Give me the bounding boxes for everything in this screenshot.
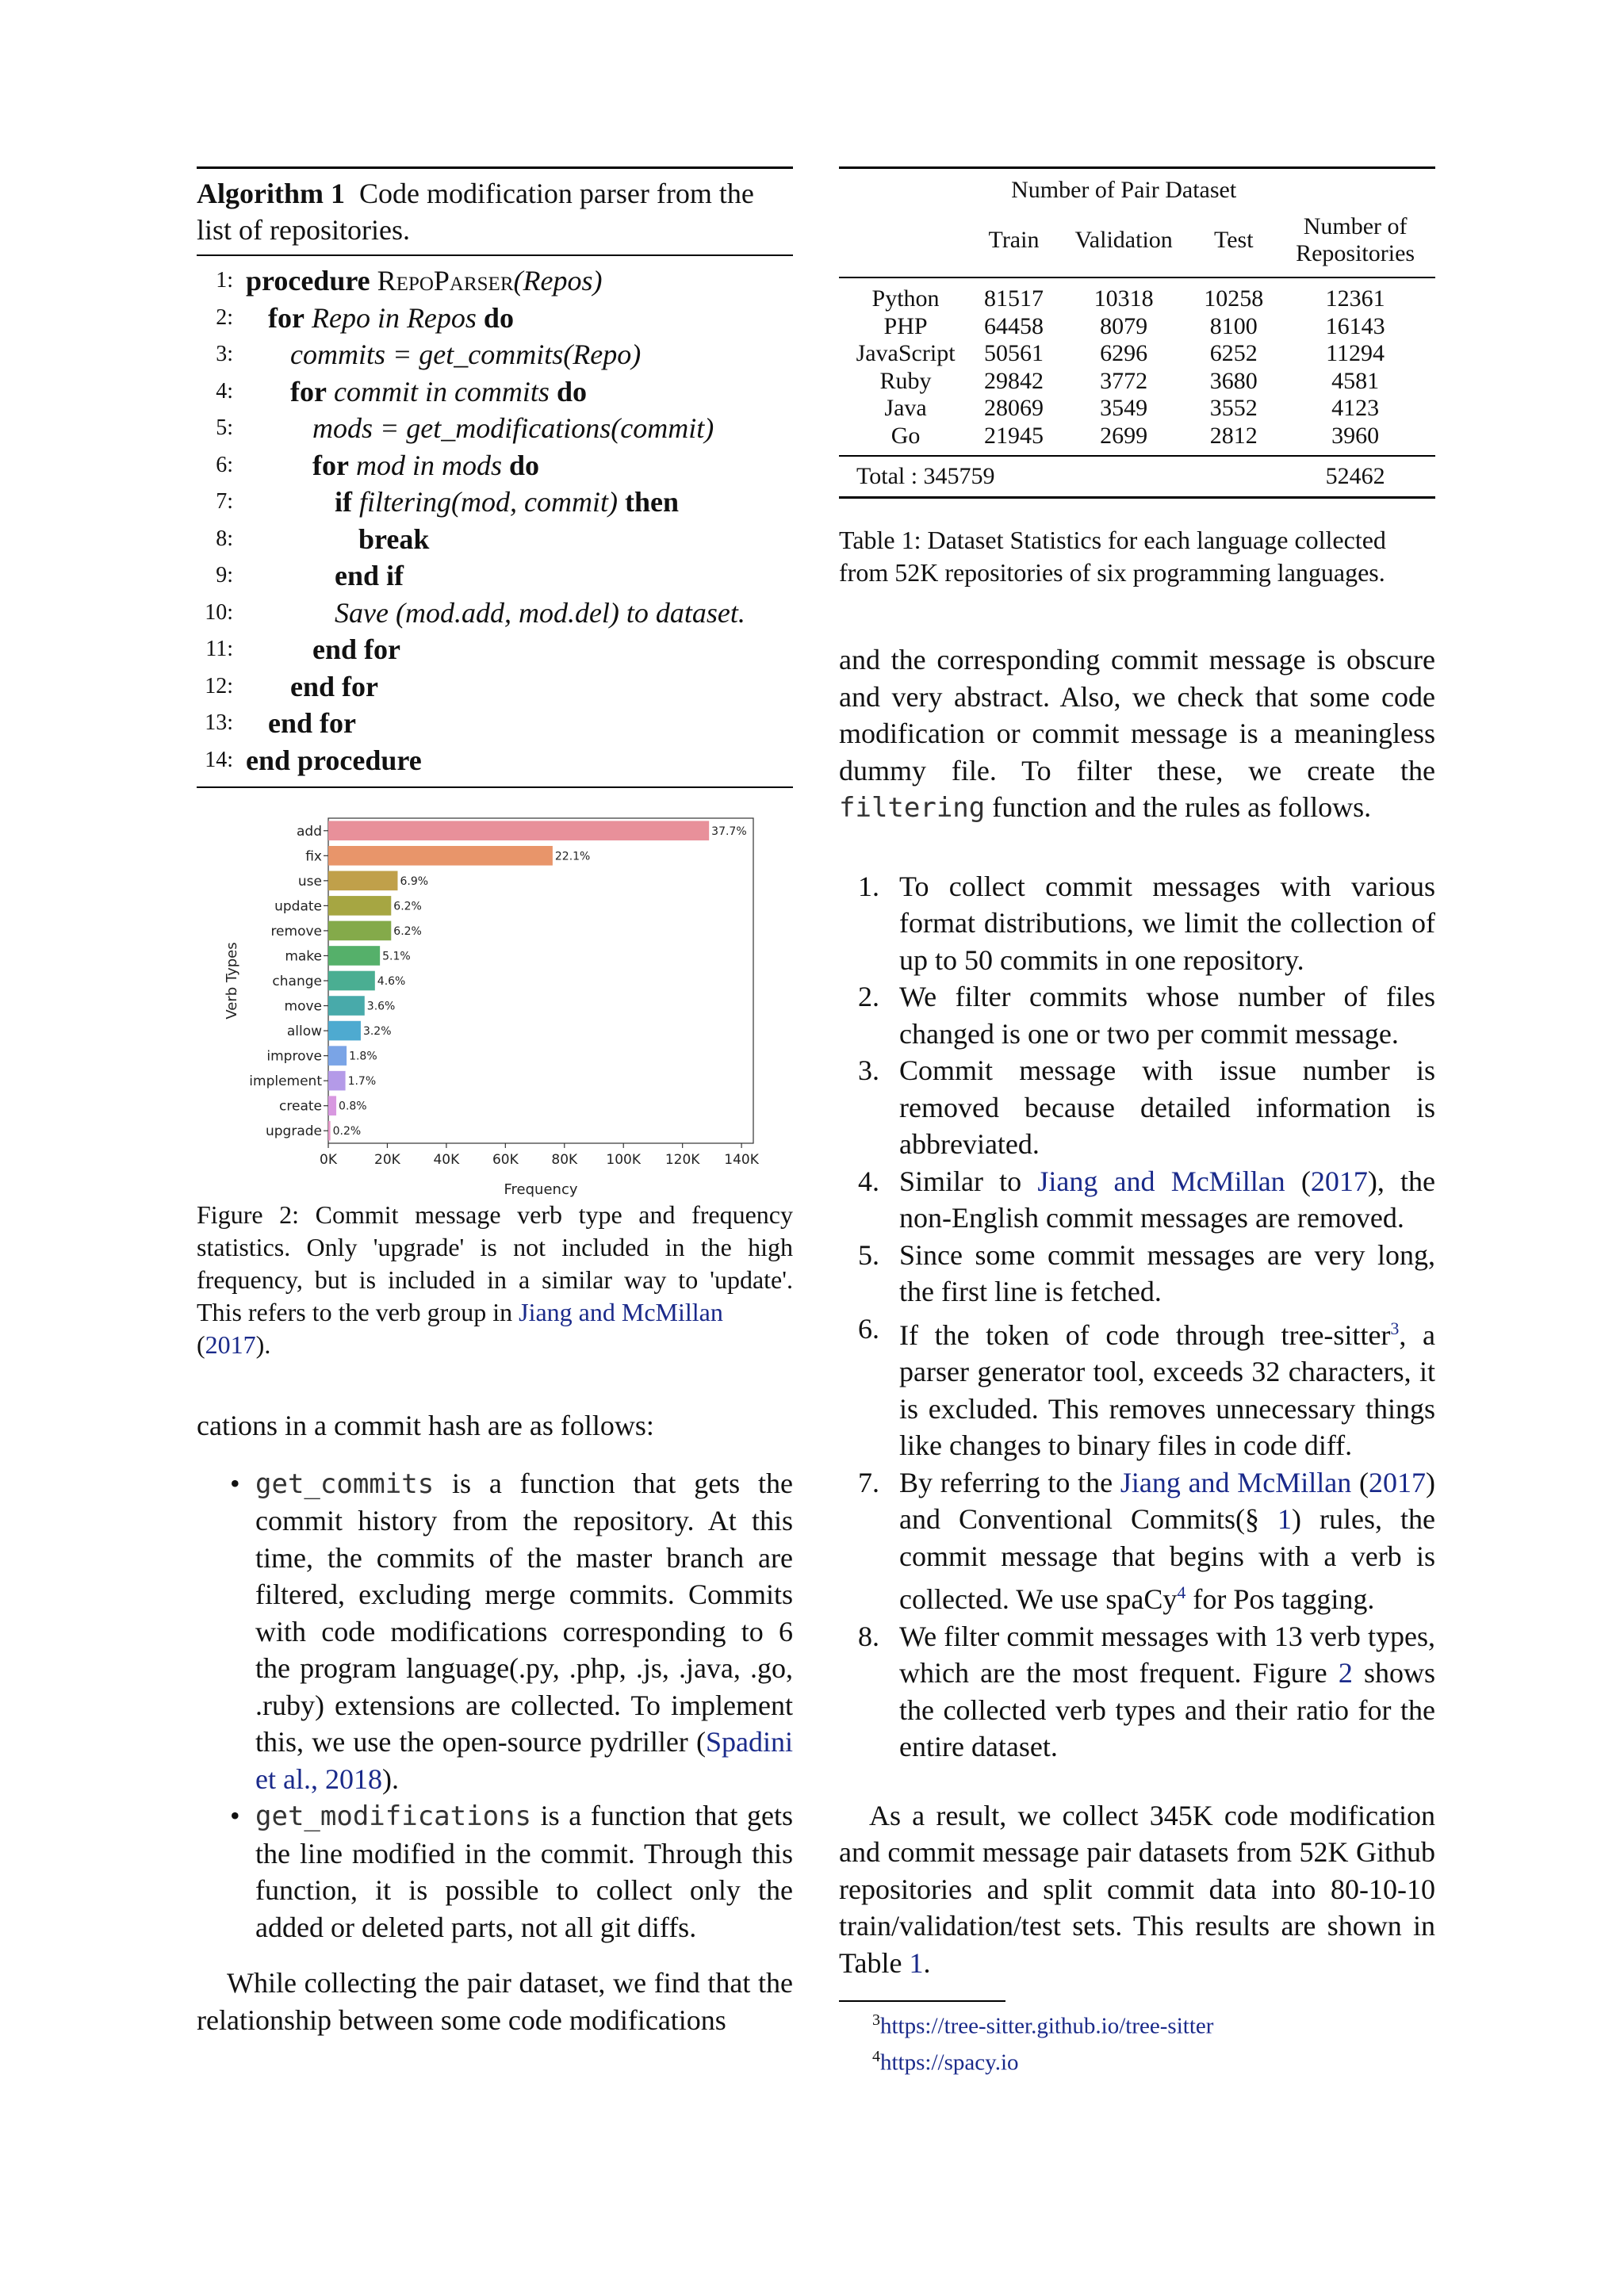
table-cell-lang: Ruby xyxy=(879,367,932,394)
data-label-allow: 3.2% xyxy=(362,1025,392,1039)
rule-item xyxy=(839,1464,1435,1618)
algorithm-line-number: 11: xyxy=(205,637,233,661)
algorithm-line-number: 10: xyxy=(205,599,233,625)
rule-cite-year[interactable]: 2017 xyxy=(1310,1165,1368,1197)
table-cell-repos: 11294 xyxy=(1326,340,1385,366)
figure-caption-year[interactable]: 2017 xyxy=(205,1330,256,1359)
footnote-url[interactable]: https://spacy.io xyxy=(880,2049,1019,2076)
algorithm-line-number: 1: xyxy=(216,268,233,293)
algorithm-keyword: for xyxy=(312,449,349,481)
algorithm-expression: mods = get_modifications(commit) xyxy=(312,412,714,444)
y-tick-label-update: update xyxy=(274,898,322,915)
y-tick-label-improve: improve xyxy=(266,1048,322,1065)
y-axis-label: Verb Types xyxy=(224,942,240,1020)
table-row xyxy=(839,285,1435,313)
footnotes xyxy=(839,2005,1435,2077)
bar-change xyxy=(328,971,375,991)
figure-ref-link[interactable]: 2 xyxy=(1338,1657,1353,1689)
verb-frequency-chart-svg xyxy=(197,810,793,1198)
bar-use xyxy=(328,871,397,891)
algorithm-keyword: end for xyxy=(312,633,400,665)
table-cell-test: 3552 xyxy=(1209,395,1258,421)
data-label-change: 4.6% xyxy=(377,975,406,988)
data-label-move: 3.6% xyxy=(366,1000,396,1013)
algorithm-expression: Save (mod.add, mod.del) to dataset. xyxy=(335,596,745,629)
table-cell-repos: 4581 xyxy=(1331,367,1380,394)
algorithm-keyword: then xyxy=(624,486,679,518)
algorithm-keyword: do xyxy=(483,301,514,334)
algorithm-line-text xyxy=(268,300,514,337)
function-bullet-list xyxy=(197,1465,793,1946)
algorithm-line-text xyxy=(335,484,679,521)
rule-text: Similar to xyxy=(899,1165,1038,1197)
x-tick-label: 80K xyxy=(551,1152,578,1168)
bar-create xyxy=(328,1096,336,1115)
rule-number: 8. xyxy=(858,1620,879,1652)
table-cell-val: 8079 xyxy=(1100,312,1148,339)
algorithm-line-number: 4: xyxy=(216,378,233,404)
code-filtering: filtering xyxy=(839,792,986,824)
figure-caption xyxy=(197,1199,793,1361)
table-total-repos: 52462 xyxy=(1275,456,1435,498)
algorithm-keyword: if xyxy=(335,486,352,518)
algorithm-lines xyxy=(197,262,793,779)
algorithm-keyword: end procedure xyxy=(246,744,422,776)
algorithm-line xyxy=(197,595,793,632)
figure-caption-cite[interactable]: Jiang and McMillan xyxy=(519,1298,723,1326)
footnote xyxy=(839,2042,1435,2078)
table-ref-link[interactable]: 1 xyxy=(909,1946,924,1979)
right-result-paragraph xyxy=(839,1797,1435,1982)
table-total-label: Total : 345759 xyxy=(839,456,1275,498)
algorithm-line xyxy=(197,668,793,706)
x-tick-label: 40K xyxy=(433,1152,460,1168)
algorithm-line-text xyxy=(335,595,745,632)
rule-text: for Pos tagging. xyxy=(1185,1583,1375,1615)
rule-text: , a parser generator tool, exceeds 32 characters, it is excluded. This removes unnecessary things like changes to binary files in code diff. xyxy=(899,1318,1436,1461)
footnote-mark[interactable]: 4 xyxy=(1177,1582,1186,1602)
table-cell-val: 10318 xyxy=(1094,285,1154,312)
bullet-get-commits-text: is a function that gets the commit history from the repository. At this time, the commits of the master branch are filtered, excluding merge commits. Commits with code modifications corresponding to 6 the program language(.py, .php, .js, .java, .go, .ruby) extensions are collected. To implement this, we use the open-source pydriller ( xyxy=(255,1467,793,1758)
algorithm-expression: commits = get_commits(Repo) xyxy=(290,339,642,370)
algorithm-expression: mod in mods xyxy=(355,449,502,481)
algorithm-expression: filtering(mod, commit) xyxy=(359,486,618,518)
bar-allow xyxy=(328,1021,361,1041)
bar-fix xyxy=(328,846,553,866)
bullet-get-modifications xyxy=(197,1797,793,1946)
algorithm-keyword: for xyxy=(290,375,327,408)
data-label-add: 37.7% xyxy=(711,825,747,838)
rule-text: ), the non-English commit messages are removed. xyxy=(899,1165,1435,1234)
rule-item xyxy=(839,1237,1435,1311)
bar-upgrade xyxy=(328,1121,331,1141)
bullet-get-commits-end: ). xyxy=(381,1762,399,1795)
algorithm-line-number: 12: xyxy=(205,673,233,698)
table-cell-repos: 3960 xyxy=(1331,422,1380,449)
data-label-make: 5.1% xyxy=(382,950,411,963)
algorithm-label: Algorithm 1 xyxy=(197,178,345,209)
algorithm-line xyxy=(197,631,793,668)
data-label-improve: 1.8% xyxy=(349,1050,377,1063)
code-get-commits: get_commits xyxy=(255,1468,435,1500)
col-repositories-line1: Number of xyxy=(1303,213,1408,239)
algorithm-args: (Repos) xyxy=(513,265,603,297)
table-cell-train: 21945 xyxy=(984,422,1044,449)
algorithm-line-text xyxy=(312,447,539,484)
right-first-paragraph-b: function and the rules as follows. xyxy=(985,791,1372,823)
bar-implement xyxy=(328,1071,346,1091)
x-tick-label: 0K xyxy=(320,1152,337,1168)
algorithm-line-text xyxy=(335,557,404,595)
algorithm-keyword: procedure xyxy=(246,265,370,297)
table-cell-train: 64458 xyxy=(984,312,1044,339)
rule-text: ( xyxy=(1285,1165,1311,1197)
rule-text: If the token of code through tree-sitter xyxy=(899,1318,1391,1351)
table-row xyxy=(839,368,1435,396)
data-label-use: 6.9% xyxy=(400,874,429,888)
algorithm-line-text xyxy=(268,705,356,742)
bar-move xyxy=(328,996,365,1016)
rule-cite[interactable]: Jiang and McMillan xyxy=(1120,1466,1352,1498)
cite-spadini[interactable]: Spadini et al., 2018 xyxy=(255,1726,793,1795)
algorithm-expression: commit in commits xyxy=(333,375,550,408)
table-cell-test: 2812 xyxy=(1209,422,1258,449)
table-header-row xyxy=(839,204,1435,277)
x-tick-label: 120K xyxy=(665,1152,700,1168)
y-tick-label-upgrade: upgrade xyxy=(265,1123,322,1140)
x-tick-label: 140K xyxy=(724,1152,759,1168)
right-first-paragraph xyxy=(839,641,1435,827)
algorithm-line-text xyxy=(312,631,400,668)
rule-number: 5. xyxy=(858,1238,879,1271)
algorithm-line-number: 8: xyxy=(216,526,233,551)
x-tick-label: 60K xyxy=(492,1152,519,1168)
rule-text: ) rules, the commit message that begins with a verb is collected. We use spaCy xyxy=(899,1503,1435,1615)
footnote-number: 4 xyxy=(872,2047,880,2065)
table-cell-lang: Python xyxy=(871,285,940,312)
algorithm-line xyxy=(197,373,793,411)
x-tick-label: 100K xyxy=(606,1152,642,1168)
rule-item xyxy=(839,1618,1435,1766)
algorithm-line xyxy=(197,557,793,595)
rule-text: We filter commits whose number of files changed is one or two per commit message. xyxy=(899,981,1435,1050)
algorithm-block xyxy=(197,166,793,788)
table-cell-repos: 16143 xyxy=(1325,312,1385,339)
algorithm-keyword: end for xyxy=(268,707,356,739)
algorithm-expression: Repo in Repos xyxy=(311,301,477,334)
y-tick-label-allow: allow xyxy=(286,1024,322,1040)
rule-text: shows the collected verb types and their ratio for the entire dataset. xyxy=(899,1657,1435,1762)
data-label-upgrade: 0.2% xyxy=(332,1125,362,1138)
rule-number: 2. xyxy=(858,981,879,1012)
x-axis-label: Frequency xyxy=(504,1181,578,1198)
algorithm-line-text xyxy=(290,373,587,411)
rule-text: By referring to the xyxy=(899,1466,1120,1498)
table-total-row xyxy=(839,456,1435,498)
algorithm-line xyxy=(197,300,793,337)
footnote xyxy=(839,2005,1435,2042)
rule-number: 3. xyxy=(858,1054,879,1086)
right-result-paragraph-a: As a result, we collect 345K code modification and commit message pair datasets from 52K Github repositories and split commit data into 80-10-10 train/validation/test sets. This results are shown in Table xyxy=(839,1799,1435,1979)
table-cell-lang: JavaScript xyxy=(856,340,956,366)
rule-number: 7. xyxy=(858,1466,879,1498)
algorithm-line xyxy=(197,410,793,447)
rule-text: Since some commit messages are very long, the first line is fetched. xyxy=(899,1238,1435,1307)
table-caption: Table 1: Dataset Statistics for each language collected from 52K repositories of six programming languages. xyxy=(839,526,1386,587)
col-test: Test xyxy=(1192,204,1275,277)
algorithm-line xyxy=(197,742,793,779)
table-group-header: Number of Pair Dataset xyxy=(972,168,1275,205)
x-tick-label: 20K xyxy=(374,1152,400,1168)
data-label-remove: 6.2% xyxy=(393,924,422,938)
y-tick-label-remove: remove xyxy=(270,923,322,939)
rule-item xyxy=(839,978,1435,1052)
bullet-get-modifications-text: is a function that gets the line modified in the commit. Through this function, it is possible to collect only the added or deleted parts, not all git diffs. xyxy=(255,1800,793,1943)
col-repositories-line2: Repositories xyxy=(1296,240,1415,266)
algorithm-line-number: 13: xyxy=(205,710,233,735)
algorithm-caption xyxy=(197,169,793,256)
rule-cite-year[interactable]: 2017 xyxy=(1369,1466,1426,1498)
table-cell-val: 6296 xyxy=(1100,340,1148,366)
bar-make xyxy=(328,946,380,966)
bar-add xyxy=(328,821,709,840)
algorithm-line xyxy=(197,447,793,484)
rule-number: 4. xyxy=(858,1165,879,1197)
rule-text: To collect commit messages with various format distributions, we limit the collection of up to 50 commits in one repository. xyxy=(899,870,1435,976)
y-tick-label-make: make xyxy=(285,948,322,965)
data-label-fix: 22.1% xyxy=(554,850,591,863)
table-row xyxy=(839,423,1435,450)
table-cell-val: 3772 xyxy=(1100,367,1148,394)
table-row xyxy=(839,395,1435,423)
algorithm-line-number: 7: xyxy=(216,489,233,514)
rule-cite[interactable]: Jiang and McMillan xyxy=(1037,1165,1285,1197)
table-cell-test: 3680 xyxy=(1209,367,1258,394)
table-cell-repos: 4123 xyxy=(1331,395,1380,421)
data-label-implement: 1.7% xyxy=(347,1075,377,1089)
data-label-create: 0.8% xyxy=(339,1100,367,1113)
rule-number: 6. xyxy=(858,1312,879,1345)
algorithm-line-text xyxy=(290,668,378,706)
algorithm-line-text xyxy=(246,262,602,300)
y-tick-label-create: create xyxy=(279,1098,322,1115)
table-cell-train: 28069 xyxy=(984,395,1044,421)
algorithm-procedure-name: RepoParser xyxy=(377,265,514,297)
rule-item xyxy=(839,1163,1435,1237)
bar-improve xyxy=(328,1046,347,1066)
col-validation: Validation xyxy=(1055,204,1192,277)
table-cell-train: 50561 xyxy=(984,340,1044,366)
algorithm-keyword: do xyxy=(508,449,540,481)
right-column xyxy=(839,166,1435,2077)
algorithm-line xyxy=(197,336,793,373)
left-column xyxy=(197,166,793,2038)
table-row xyxy=(839,340,1435,368)
algorithm-line xyxy=(197,484,793,521)
table-cell-lang: PHP xyxy=(883,312,928,339)
rule-item xyxy=(839,1052,1435,1163)
rule-item xyxy=(839,868,1435,979)
table-cell-test: 6252 xyxy=(1209,340,1258,366)
bullet-dot: • xyxy=(230,1467,240,1499)
bullet-get-commits xyxy=(197,1465,793,1798)
left-closing-paragraph: While collecting the pair dataset, we find that the relationship between some code modifications xyxy=(197,1967,793,2036)
right-result-paragraph-b: . xyxy=(923,1946,931,1979)
table-header-group-row xyxy=(839,168,1435,205)
y-tick-label-change: change xyxy=(272,974,322,989)
right-first-paragraph-a: and the corresponding commit message is obscure and very abstract. Also, we check that some code modification or commit message is a meaningless dummy file. To filter these, we create the xyxy=(839,644,1435,786)
algorithm-line-number: 2: xyxy=(216,304,233,330)
algorithm-line xyxy=(197,262,793,300)
algorithm-keyword: end if xyxy=(335,560,404,591)
table-cell-repos: 12361 xyxy=(1325,285,1385,312)
rule-text: ) and Conventional Commits(§ xyxy=(899,1466,1435,1535)
y-tick-label-use: use xyxy=(297,873,322,890)
bar-remove xyxy=(328,921,391,941)
algorithm-keyword: end for xyxy=(290,670,378,702)
footnote-mark[interactable]: 3 xyxy=(1390,1318,1400,1338)
algorithm-keyword: break xyxy=(358,522,430,555)
filtering-rules-list xyxy=(839,868,1435,1766)
algorithm-line-number: 3: xyxy=(216,342,233,366)
footnote-url[interactable]: https://tree-sitter.github.io/tree-sitter xyxy=(880,2013,1214,2039)
figure-caption-year-close: ). xyxy=(255,1330,271,1359)
y-tick-label-move: move xyxy=(284,998,322,1015)
table-cell-train: 81517 xyxy=(984,285,1044,312)
figure-caption-year-open: ( xyxy=(197,1330,205,1359)
algorithm-line xyxy=(197,521,793,558)
col-train: Train xyxy=(972,204,1055,277)
verb-frequency-chart xyxy=(197,810,793,1198)
dataset-statistics-table xyxy=(839,166,1435,499)
table-cell-test: 8100 xyxy=(1209,312,1258,339)
algorithm-line xyxy=(197,705,793,742)
y-tick-label-fix: fix xyxy=(305,848,322,865)
footnote-number: 3 xyxy=(872,2011,880,2029)
y-tick-label-implement: implement xyxy=(249,1073,322,1090)
table-cell-lang: Java xyxy=(884,395,927,421)
algorithm-line-number: 9: xyxy=(216,563,233,587)
algorithm-line-number: 14: xyxy=(205,747,233,772)
table-cell-val: 2699 xyxy=(1100,422,1148,449)
algorithm-line-text xyxy=(290,336,641,373)
rule-number: 1. xyxy=(858,870,879,902)
table-cell-lang: Go xyxy=(891,422,921,449)
rule-text: ( xyxy=(1351,1466,1369,1498)
table-row xyxy=(839,313,1435,341)
table-body xyxy=(839,285,1435,450)
y-tick-label-add: add xyxy=(297,823,322,840)
algorithm-keyword: do xyxy=(556,375,587,408)
table-cell-test: 10258 xyxy=(1204,285,1264,312)
col-repositories xyxy=(1275,204,1435,277)
table-cell-val: 3549 xyxy=(1100,395,1148,421)
rule-text: Commit message with issue number is removed because detailed information is abbreviated. xyxy=(899,1054,1435,1160)
algorithm-keyword: for xyxy=(268,301,304,334)
bullet-dot: • xyxy=(230,1800,240,1831)
algorithm-line-text xyxy=(312,410,714,447)
code-get-modifications: get_modifications xyxy=(255,1800,531,1832)
algorithm-line-number: 5: xyxy=(216,415,233,440)
figure-caption-text: Figure 2: Commit message verb type and frequency statistics. Only 'upgrade' is not included in the high frequency, but is included in a similar way to 'update'. This refers to the verb group in xyxy=(197,1200,793,1326)
bar-update xyxy=(328,896,391,916)
table-cell-train: 29842 xyxy=(984,367,1044,394)
section-ref-link[interactable]: 1 xyxy=(1277,1503,1293,1535)
rule-text: We filter commit messages with 13 verb types, which are the most frequent. Figure xyxy=(899,1620,1435,1689)
algorithm-caption-text: Code modification parser from the list of repositories. xyxy=(197,178,754,246)
algorithm-line-text xyxy=(246,742,422,779)
data-label-update: 6.2% xyxy=(393,900,422,913)
rule-item xyxy=(839,1311,1435,1464)
left-intro-paragraph: cations in a commit hash are as follows: xyxy=(197,1410,654,1441)
algorithm-line-number: 6: xyxy=(216,452,233,477)
algorithm-line-text xyxy=(358,521,429,558)
